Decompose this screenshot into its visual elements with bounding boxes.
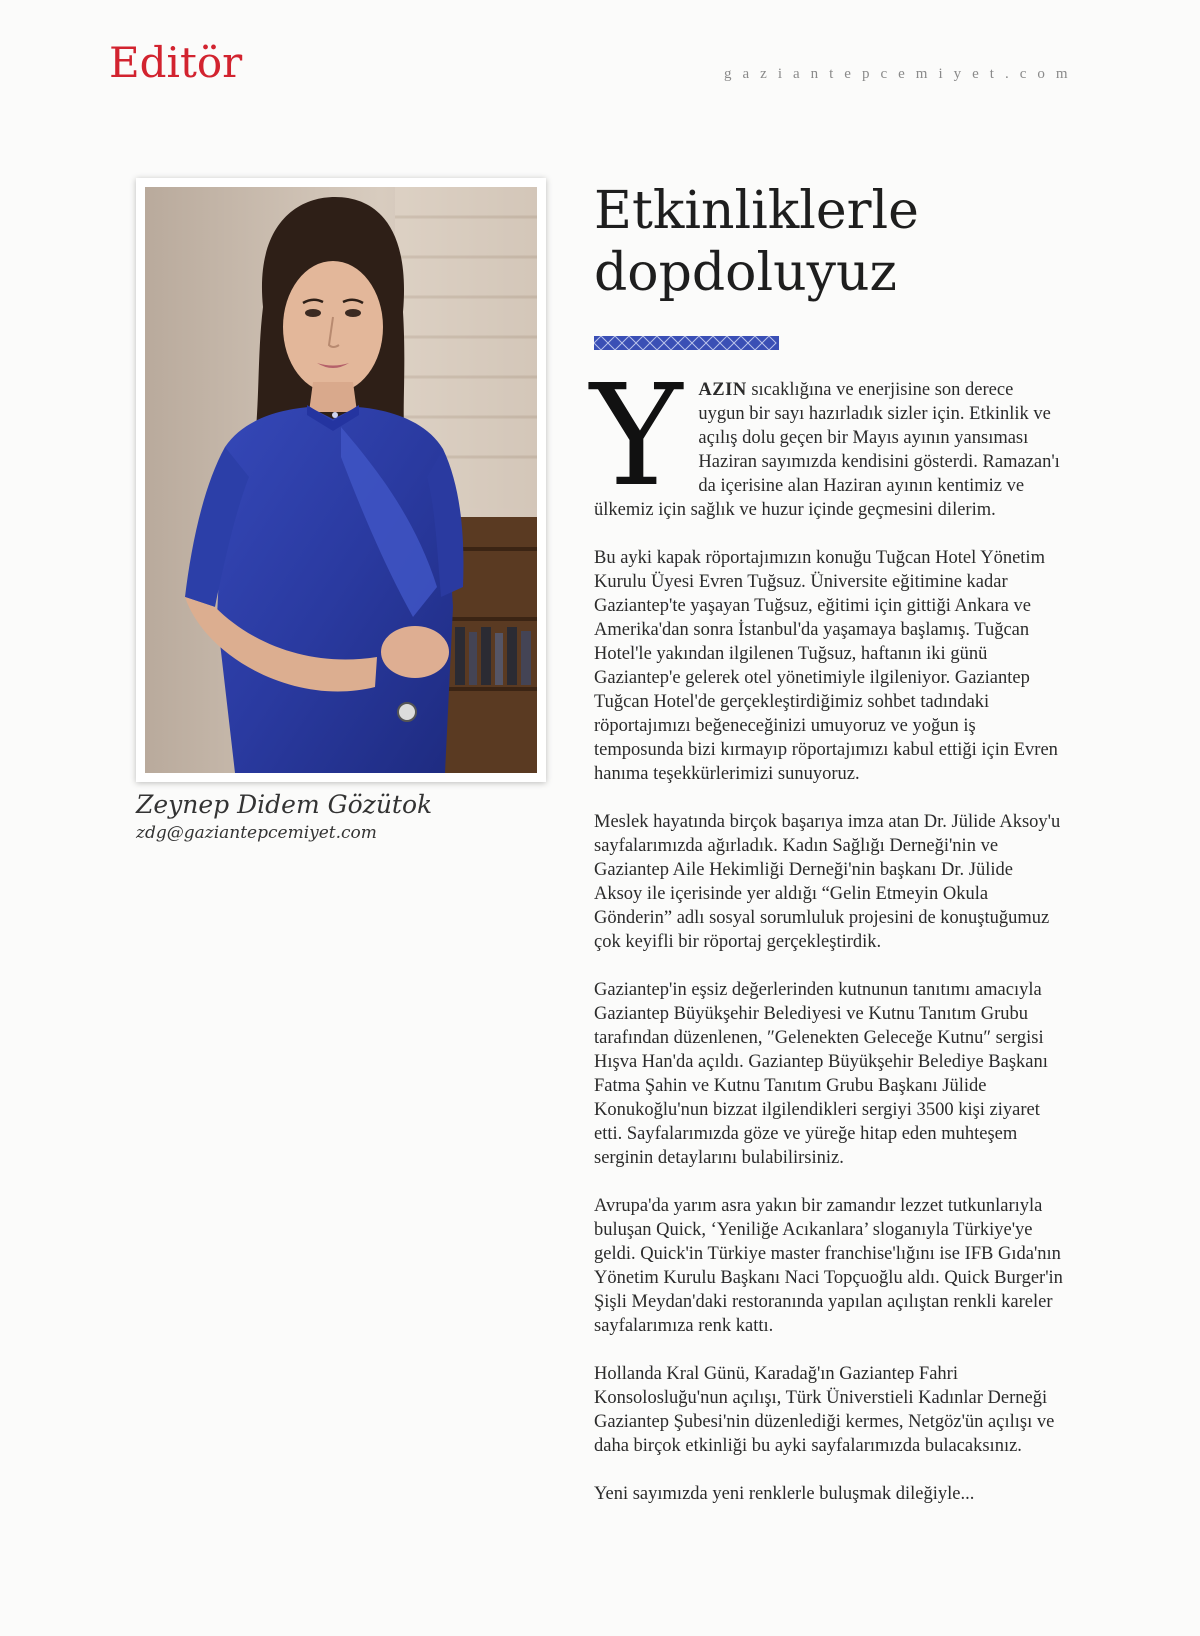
article-paragraph-5: Avrupa'da yarım asra yakın bir zamandır lezzet tutkunlarıyla buluşan Quick, ‘Yeniliğe Acıkanlara’ sloganıyla Türkiye'ye geldi. Quick'in Türkiye master franchise'lığını ise IFB Gıda'nın Yönetim Kurulu Başkanı Naci Topçuoğlu aldı. Quick Burger'in Şişli Meydan'daki restoranında yapılan açılıştan renkli kareler sayfalarımıza renk kattı. (594, 1196, 1063, 1336)
article-paragraph-6: Hollanda Kral Günü, Karadağ'ın Gaziantep Fahri Konsolosluğu'nun açılışı, Türk Üniverstieli Kadınlar Derneği Gaziantep Şubesi'nin düzenlediği kermes, Netgöz'ün açılışı ve daha birçok etkinliği bu ayki sayfalarımızda bulacaksınız. (594, 1364, 1055, 1456)
article-paragraph-2: Bu ayki kapak röportajımızın konuğu Tuğcan Hotel Yönetim Kurulu Üyesi Evren Tuğsuz. Üniversite eğitimine kadar Gaziantep'te yaşayan Tuğsuz, eğitimi için gittiği Ankara ve Amerika'dan sonra İstanbul'da yaşamaya başlamış. Tuğcan Hotel'le yakından ilgilenen Tuğsuz, haftanın iki günü Gaziantep'e gelerek otel yönetimiyle ilgileniyor. Gaziantep Tuğcan Hotel'de gerçekleştirdiğimiz sohbet tadındaki röportajımızı beğeneceğinizi umuyoruz ve yoğun iş temposunda bizi kırmayıp röportajımızı kabul ettiği için Evren hanıma teşekkürlerimizi sunuyoruz. (594, 548, 1058, 784)
article-paragraph-3: Meslek hayatında birçok başarıya imza atan Dr. Jülide Aksoy'u sayfalarımızda ağırladık. Kadın Sağlığı Derneği'nin ve Gaziantep Aile Hekimliği Derneği'nin başkanı Dr. Jülide Aksoy ile içerisinde yer aldığı “Gelin Etmeyin Okula Gönderin” adlı sosyal sorumluluk projesini de konuştuğumuz çok keyifli bir röportaj gerçekleştirdik. (594, 812, 1061, 952)
site-url: gaziantepcemiyet.com (724, 66, 1079, 82)
article-paragraph-4: Gaziantep'in eşsiz değerlerinden kutnunun tanıtımı amacıyla Gaziantep Büyükşehir Belediyesi ve Kutnu Tanıtım Grubu tarafından düzenlenen, ″Gelenekten Geleceğe Kutnu″ sergisi Hışva Han'da açıldı. Gaziantep Büyükşehir Belediye Başkanı Fatma Şahin ve Kutnu Tanıtım Grubu Başkanı Jülide Konukoğlu'nun bizzat ilgilendikleri sergiyi 3500 kişi ziyaret etti. Sayfalarımızda göze ve yüreğe hitap eden muhteşem serginin detaylarını bulabilirsiniz. (594, 980, 1048, 1168)
author-photo-frame (136, 178, 546, 782)
article-paragraph-7: Yeni sayımızda yeni renklerle buluşmak dileğiyle... (594, 1484, 975, 1504)
headline-line-2: dopdoluyuz (594, 243, 897, 303)
article-body (590, 355, 1064, 1530)
drop-cap: Y (590, 355, 683, 518)
paragraph-1-text: sıcaklığına ve enerjisine son derece uygun bir sayı hazırladık sizler için. Etkinlik ve açılış dolu geçen bir Mayıs ayının yansıması Haziran sayımızda kendisini gösterdi. Ramazan'ı da içerisine alan Haziran ayının kentimiz ve ülkemiz için sağlık ve huzur içinde geçmesini dilerim. (594, 380, 1060, 520)
author-name: Zeynep Didem Gözütok (136, 790, 433, 819)
headline-line-1: Etkinliklerle (594, 181, 919, 241)
author-photo (145, 187, 537, 773)
lead-word: AZIN (698, 380, 747, 400)
section-label: Editör (109, 38, 243, 87)
author-email: zdg@gaziantepcemiyet.com (136, 823, 377, 843)
decorative-divider (594, 336, 779, 350)
article-paragraph-1 (590, 355, 1064, 522)
article-headline (594, 180, 1114, 304)
